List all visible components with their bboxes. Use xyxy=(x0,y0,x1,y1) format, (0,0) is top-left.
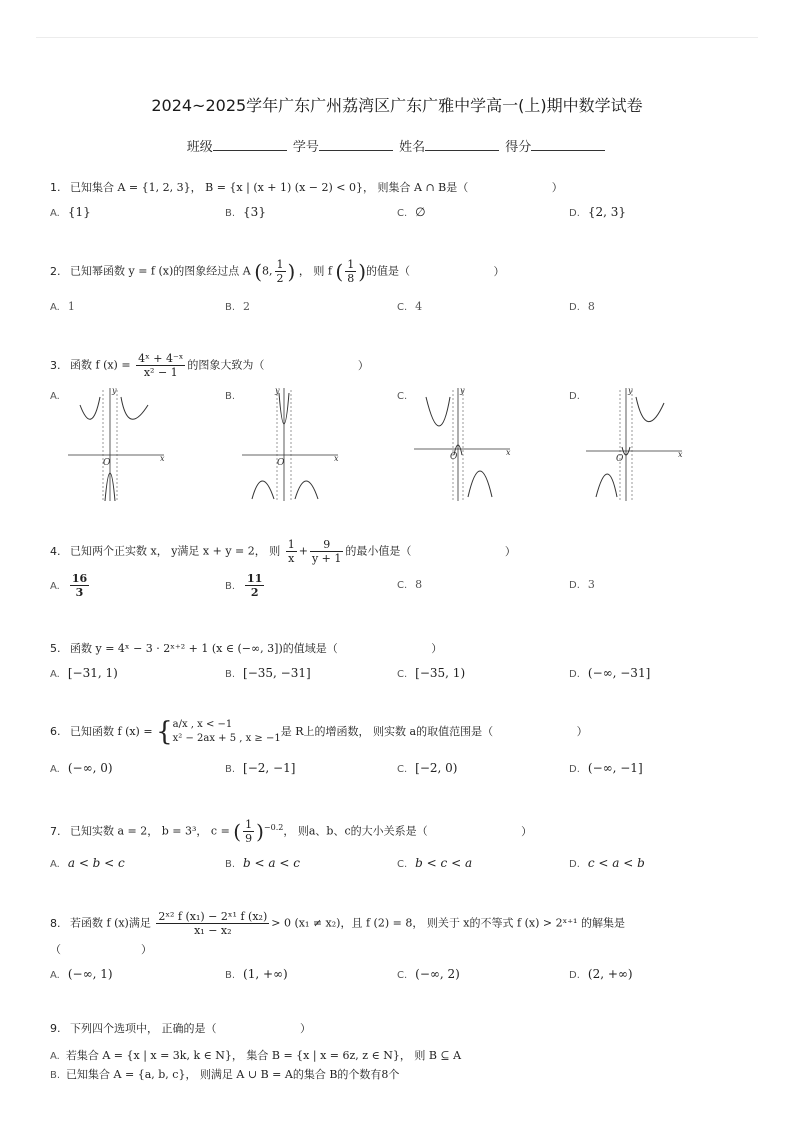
graph-option-d[interactable] xyxy=(584,385,688,503)
class-label: 班级 xyxy=(186,140,213,155)
option-b[interactable]: B. b < a < c xyxy=(225,856,300,870)
graph-option-b[interactable] xyxy=(240,385,344,503)
option-d[interactable]: D. (2, +∞) xyxy=(569,967,633,981)
graph-option-a[interactable] xyxy=(66,385,170,503)
option-b[interactable]: B. [−35, −31] xyxy=(225,666,311,680)
question-6: 6. 已知函数 f (x) = { a/x , x < −1 x² − 2ax + 5 , x ≥ −1 是 R上的增函数， 则实数 a的取值范围是（ ） xyxy=(50,717,588,747)
option-b[interactable]: B. 2 xyxy=(225,300,251,313)
graph-label-b: B. xyxy=(225,391,236,402)
option-b[interactable]: B. $\frac{11}{2}$ xyxy=(225,572,263,599)
option-b[interactable]: B. (1, +∞) xyxy=(225,967,288,981)
option-a[interactable]: A. (−∞, 1) xyxy=(50,967,113,981)
svg-text:x: x xyxy=(334,454,339,463)
page-title: 2024~2025学年广东广州荔湾区广东广雅中学高一(上)期中数学试卷 xyxy=(151,96,643,115)
piecewise-cases: a/x , x < −1 x² − 2ax + 5 , x ≥ −1 xyxy=(172,719,281,744)
option-d[interactable]: D. (−∞, −1] xyxy=(569,761,643,775)
option-c[interactable]: C. 4 xyxy=(397,300,423,313)
question-5: 5. 函数 y = 4ˣ − 3 · 2ˣ⁺² + 1 (x ∈ (−∞, 3])的值域是（ ） xyxy=(50,642,443,655)
option-a[interactable]: A. a < b < c xyxy=(50,856,125,870)
question-4: 4. 已知两个正实数 x， y满足 x + y = 2， 则 $\frac{1}{x}$ + $\frac{9}{y + 1}$ 的最小值是（ ） xyxy=(50,538,516,565)
options-q6 xyxy=(50,761,750,783)
student-info-line xyxy=(0,136,794,155)
name-label: 姓名 xyxy=(399,140,426,155)
fraction-1-over-x: $\frac{1}{x}$ xyxy=(287,538,295,565)
question-text-c: 的值是（ xyxy=(366,264,411,278)
question-text-b: ， 则 f xyxy=(298,264,332,278)
score-blank[interactable] xyxy=(531,138,605,151)
option-a[interactable]: A. {1} xyxy=(50,205,91,219)
id-blank[interactable] xyxy=(319,138,393,151)
options-q1 xyxy=(50,205,750,227)
svg-text:x: x xyxy=(506,448,511,457)
q9-option-a[interactable]: A. 若集合 A = {x | x = 3k, k ∈ N}， 集合 B = {x | x = 6z, z ∈ N}， 则 B ⊆ A xyxy=(50,1049,462,1062)
y-axis-label: y xyxy=(112,386,117,395)
top-divider xyxy=(36,37,758,38)
question-1 xyxy=(50,179,563,195)
fraction-eighth: $\frac{1}{8}$ xyxy=(347,258,355,285)
graph-label-d: D. xyxy=(569,391,580,402)
question-2: 2. 已知幂函数 y = f (x)的图象经过点 A (8, $\frac{1}{2}$ ) ， 则 f ( $\frac{1}{8}$ )的值是（ ） xyxy=(50,258,505,285)
option-d[interactable]: D. 3 xyxy=(569,578,595,591)
question-text-a: 已知幂函数 y = f (x)的图象经过点 A xyxy=(70,264,251,278)
fraction-9-over-y1: $\frac{9}{y + 1}$ xyxy=(311,538,342,565)
option-d[interactable]: D. (−∞, −31] xyxy=(569,666,651,680)
option-c[interactable]: C. b < c < a xyxy=(397,856,473,870)
function-fraction: $\frac{\text{4ˣ + 4⁻ˣ}}{\text{x² − 1}}$ xyxy=(138,352,184,379)
svg-text:y: y xyxy=(460,386,465,395)
option-c[interactable]: C. 8 xyxy=(397,578,423,591)
option-a[interactable]: A. [−31, 1) xyxy=(50,666,118,680)
question-8: 8. 若函数 f (x)满足 $\frac{\text{2ˣ² f (x₁) − 2ˣ¹ f (x₂)}}{\text{x₁ − x₂}}$ > 0 (x₁ ≠ x₂)，且 f (2) = 8， 则关于 x的不等式 f (x) > 2ˣ⁺¹ 的解集是 xyxy=(50,910,625,937)
x-axis-label: x xyxy=(160,454,165,463)
question-3: 3. 函数 f (x) = $\frac{\text{4ˣ + 4⁻ˣ}}{\text{x² − 1}}$ 的图象大致为（ ） xyxy=(50,352,369,379)
graph-option-c[interactable] xyxy=(412,385,516,503)
options-q5 xyxy=(50,666,750,688)
option-c[interactable]: C. [−35, 1) xyxy=(397,666,466,680)
question-9: 9. 下列四个选项中， 正确的是（ ） xyxy=(50,1022,311,1035)
option-a[interactable]: A. 1 xyxy=(50,300,75,313)
svg-text:x: x xyxy=(678,450,683,459)
name-blank[interactable] xyxy=(425,138,499,151)
id-label: 学号 xyxy=(292,140,319,155)
question-number: 3. xyxy=(50,358,61,372)
question-8-line2: （ ） xyxy=(50,943,152,956)
option-d[interactable]: D. 8 xyxy=(569,300,595,313)
svg-text:O: O xyxy=(616,454,624,464)
options-q2 xyxy=(50,300,750,322)
q9-option-b[interactable]: B. 已知集合 A = {a, b, c}， 则满足 A ∪ B = A的集合 B的个数有8个 xyxy=(50,1068,400,1081)
options-q4 xyxy=(50,572,750,606)
option-d[interactable]: D. c < a < b xyxy=(569,856,645,870)
origin-label: O xyxy=(103,458,111,468)
option-a[interactable]: A. $\frac{16}{3}$ xyxy=(50,572,88,599)
option-b[interactable]: B. [−2, −1] xyxy=(225,761,296,775)
class-blank[interactable] xyxy=(213,138,287,151)
question-number: 1. xyxy=(50,181,61,194)
option-c[interactable]: C. (−∞, 2) xyxy=(397,967,460,981)
option-c[interactable]: C. ∅ xyxy=(397,205,426,219)
options-q8 xyxy=(50,967,750,989)
option-a[interactable]: A. (−∞, 0) xyxy=(50,761,113,775)
option-c[interactable]: C. [−2, 0) xyxy=(397,761,458,775)
question-text: 已知集合 A = {1, 2, 3}， B = {x | (x + 1) (x − 2) < 0}， 则集合 A ∩ B是（ xyxy=(70,181,469,194)
svg-text:O: O xyxy=(277,458,285,468)
score-label: 得分 xyxy=(505,140,532,155)
options-q7 xyxy=(50,856,750,878)
svg-text:y: y xyxy=(275,386,280,395)
svg-text:O: O xyxy=(450,452,458,462)
graph-label-c: C. xyxy=(397,391,408,402)
graph-label-a: A. xyxy=(50,391,60,402)
svg-text:y: y xyxy=(628,386,633,395)
question-7: 7. 已知实数 a = 2， b = 3³， c = ( $\frac{1}{9}$ )$^{-0.2}$， 则a、b、c的大小关系是（ ） xyxy=(50,818,533,845)
option-b[interactable]: B. {3} xyxy=(225,205,266,219)
option-d[interactable]: D. {2, 3} xyxy=(569,205,627,219)
answer-bracket-close: ） xyxy=(551,181,563,194)
question-number: 2. xyxy=(50,264,61,278)
fraction-half: $\frac{1}{2}$ xyxy=(276,258,284,285)
